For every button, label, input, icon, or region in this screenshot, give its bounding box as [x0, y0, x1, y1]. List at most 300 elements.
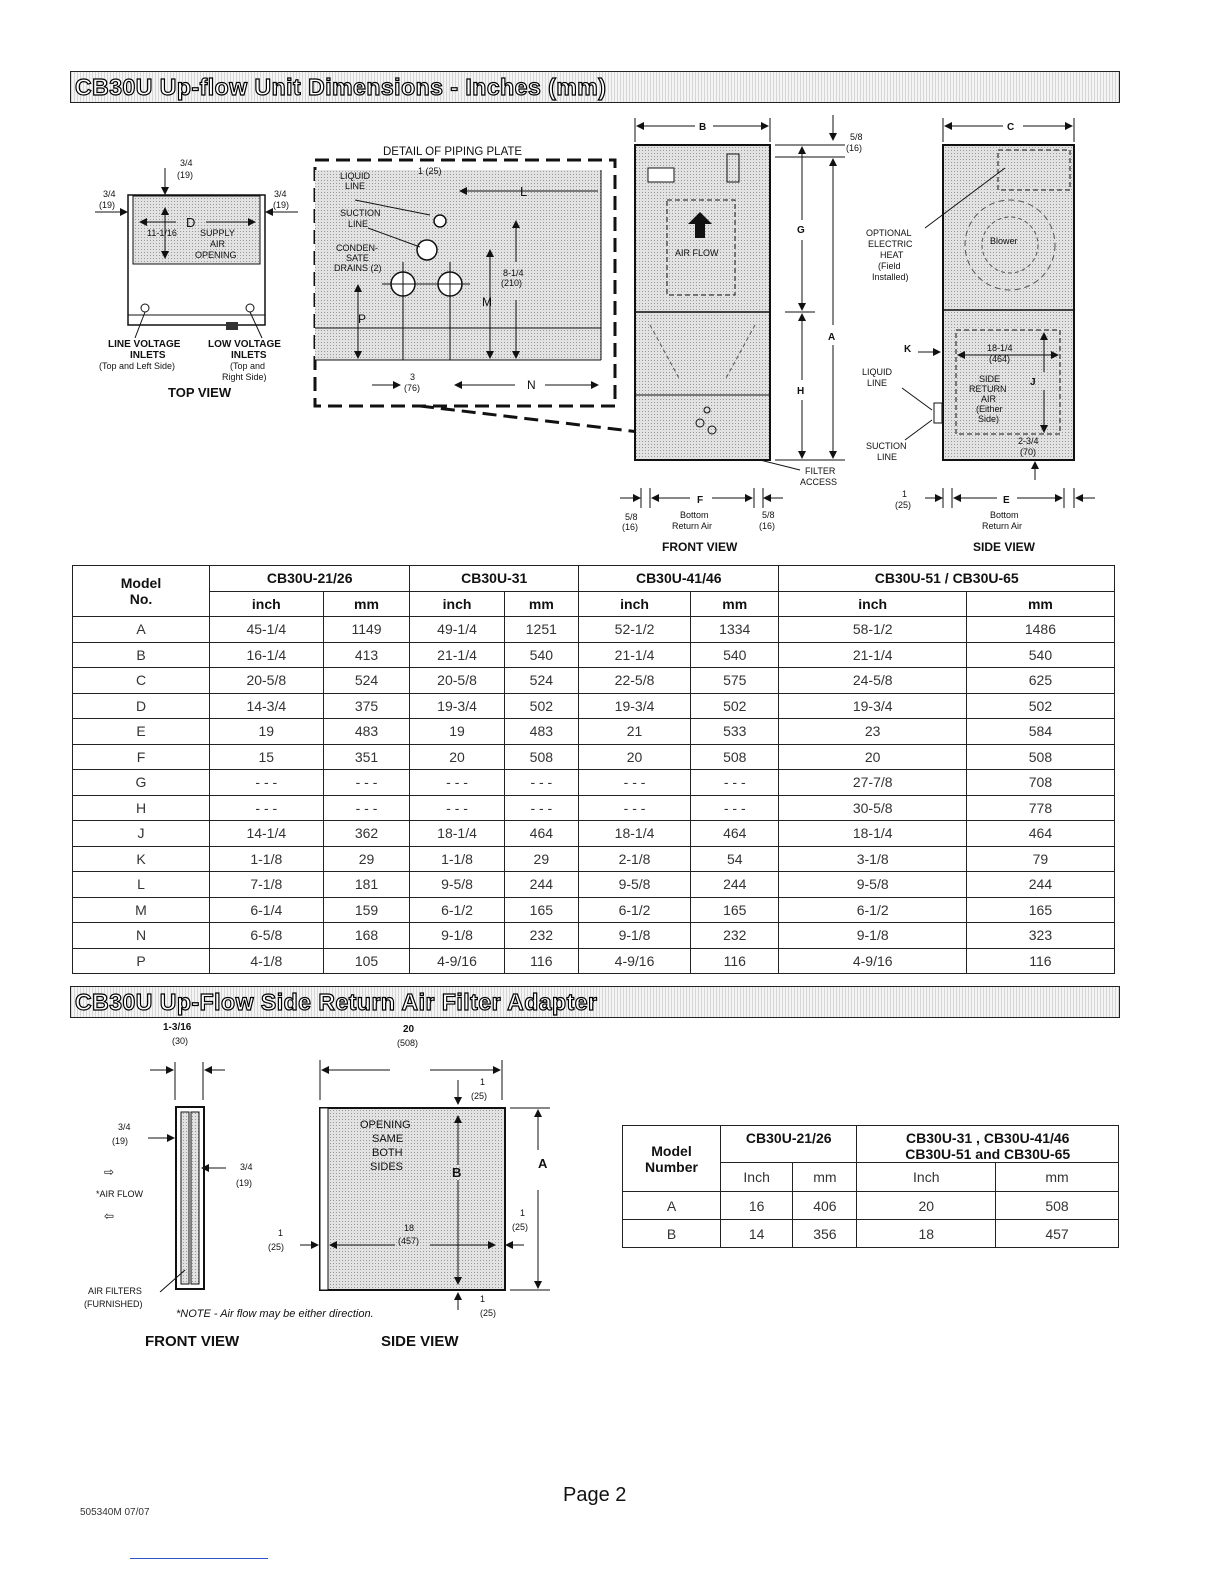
dim-label: 1 [278, 1228, 284, 1238]
dim-label: 1 [902, 489, 908, 499]
dim-label: 3/4 [240, 1162, 253, 1172]
table-cell: 19-3/4 [410, 693, 504, 719]
table-row [73, 617, 1115, 643]
table-cell: 181 [323, 872, 410, 898]
table-cell: 6-1/2 [410, 897, 504, 923]
dimensions-table-body [73, 617, 1115, 974]
table-cell: 19-3/4 [779, 693, 966, 719]
table-cell: 457 [996, 1220, 1119, 1248]
callout: CONDEN- [336, 243, 378, 253]
callout: LINE VOLTAGE [108, 339, 181, 350]
group-header: CB30U-41/46 [579, 566, 779, 592]
table-cell: 1-1/8 [210, 846, 324, 872]
unit-header: inch [410, 591, 504, 617]
row-label: A [623, 1192, 721, 1220]
dim-label: (19) [273, 200, 290, 210]
table-cell: 464 [691, 821, 779, 847]
callout: (FURNISHED) [84, 1299, 143, 1309]
table-cell: - - - [691, 795, 779, 821]
table-cell: 20-5/8 [410, 668, 504, 694]
callout: SAME [372, 1133, 404, 1145]
table-cell: 20 [857, 1192, 996, 1220]
table-cell: 14-1/4 [210, 821, 324, 847]
table-cell: 52-1/2 [579, 617, 691, 643]
dim-label: (457) [398, 1236, 420, 1246]
table-cell: 20 [410, 744, 504, 770]
unit-header: mm [793, 1163, 857, 1192]
table-cell: - - - [504, 770, 578, 796]
unit-header: inch [210, 591, 324, 617]
table-row [73, 642, 1115, 668]
callout: SUCTION [866, 441, 907, 451]
callout: LINE [867, 378, 888, 388]
table-cell: 9-5/8 [410, 872, 504, 898]
table-row [73, 846, 1115, 872]
row-label: P [73, 948, 210, 974]
table-cell: 244 [504, 872, 578, 898]
model-header: Model Number [623, 1126, 721, 1192]
table-cell: 4-9/16 [779, 948, 966, 974]
section-banner-filter-adapter [70, 986, 1120, 1018]
dim-label: (19) [177, 170, 194, 180]
table-cell: 508 [691, 744, 779, 770]
callout: HEAT [880, 250, 904, 260]
table-cell: 16 [721, 1192, 793, 1220]
table-cell: 9-1/8 [410, 923, 504, 949]
dim-label: (16) [622, 522, 639, 532]
unit-header: inch [779, 591, 966, 617]
dim-label: (25) [268, 1242, 285, 1252]
group-header: CB30U-51 / CB30U-65 [779, 566, 1115, 592]
detail-title: DETAIL OF PIPING PLATE [383, 146, 523, 158]
dim-label-h: H [797, 386, 805, 397]
callout: LIQUID [862, 367, 893, 377]
table-row [73, 821, 1115, 847]
unit-dimension-drawings [0, 105, 1224, 565]
unit-header: mm [504, 591, 578, 617]
model-header: Model No. [73, 566, 210, 617]
table-cell: 79 [966, 846, 1114, 872]
table-cell: 116 [504, 948, 578, 974]
table-cell: 18 [857, 1220, 996, 1248]
table-cell: 4-1/8 [210, 948, 324, 974]
dim-label-m: M [482, 295, 492, 309]
table-cell: 232 [504, 923, 578, 949]
dimensions-table [72, 565, 1115, 974]
table-cell: - - - [210, 770, 324, 796]
table-cell: 24-5/8 [779, 668, 966, 694]
callout: Bottom [990, 510, 1019, 520]
table-cell: 116 [966, 948, 1114, 974]
table-cell: 3-1/8 [779, 846, 966, 872]
callout: INLETS [231, 350, 267, 361]
dim-label-l: L [520, 184, 528, 199]
dim-label: 1 (25) [418, 166, 442, 176]
group-header: CB30U-31 , CB30U-41/46 CB30U-51 and CB30U-65 [857, 1126, 1119, 1163]
row-label: J [73, 821, 210, 847]
table-cell: 23 [779, 719, 966, 745]
table-row [73, 897, 1115, 923]
callout: OPENING [195, 250, 237, 260]
table-cell: 168 [323, 923, 410, 949]
callout: FILTER [805, 466, 836, 476]
table-cell: 524 [323, 668, 410, 694]
table-cell: 356 [793, 1220, 857, 1248]
table-cell: 406 [793, 1192, 857, 1220]
dim-label: 3/4 [180, 158, 193, 168]
row-label: E [73, 719, 210, 745]
dim-label-e: E [1003, 495, 1010, 506]
table-cell: 30-5/8 [779, 795, 966, 821]
table-cell: 351 [323, 744, 410, 770]
adapter-table-body [623, 1192, 1119, 1248]
unit-header: mm [996, 1163, 1119, 1192]
callout: Return Air [672, 521, 713, 531]
table-cell: 362 [323, 821, 410, 847]
table-cell: 1149 [323, 617, 410, 643]
callout: SUPPLY [200, 228, 235, 238]
table-cell: 1-1/8 [410, 846, 504, 872]
table-cell: 29 [323, 846, 410, 872]
callout: LIQUID [340, 171, 371, 181]
table-cell: 524 [504, 668, 578, 694]
callout: Side) [978, 414, 1000, 424]
dim-label-p: P [358, 312, 367, 326]
table-cell: 58-1/2 [779, 617, 966, 643]
table-cell: 14 [721, 1220, 793, 1248]
table-cell: 27-7/8 [779, 770, 966, 796]
divider [130, 1558, 268, 1559]
row-label: N [73, 923, 210, 949]
table-cell: 159 [323, 897, 410, 923]
table-cell: 6-1/2 [579, 897, 691, 923]
dim-label: (25) [512, 1222, 529, 1232]
adapter-table [622, 1125, 1119, 1248]
dim-label: 3/4 [118, 1122, 131, 1132]
table-cell: 778 [966, 795, 1114, 821]
table-row [73, 770, 1115, 796]
table-cell: 483 [323, 719, 410, 745]
table-cell: 165 [504, 897, 578, 923]
dim-label-b: B [699, 122, 707, 133]
unit-header: mm [691, 591, 779, 617]
section-title: CB30U Up-Flow Side Return Air Filter Adapter [75, 989, 598, 1015]
table-row [73, 744, 1115, 770]
table-cell: 19 [410, 719, 504, 745]
callout: LINE [345, 181, 366, 191]
table-cell: 6-5/8 [210, 923, 324, 949]
table-cell: - - - [579, 770, 691, 796]
table-row [73, 948, 1115, 974]
table-cell: 540 [966, 642, 1114, 668]
table-cell: 244 [966, 872, 1114, 898]
table-row [73, 668, 1115, 694]
table-cell: 508 [504, 744, 578, 770]
table-cell: 165 [966, 897, 1114, 923]
unit-header: inch [579, 591, 691, 617]
callout: Return Air [982, 521, 1023, 531]
group-header: CB30U-31 [410, 566, 579, 592]
callout: ACCESS [800, 477, 838, 487]
table-cell: 18-1/4 [579, 821, 691, 847]
row-label: B [623, 1220, 721, 1248]
dim-label: (16) [846, 143, 863, 153]
callout: Installed) [872, 272, 909, 282]
callout: RETURN [969, 384, 1007, 394]
callout: INLETS [130, 350, 166, 361]
dim-label-a: A [538, 1156, 548, 1171]
dim-label: (464) [989, 354, 1011, 364]
table-row [73, 719, 1115, 745]
airflow-note: *NOTE - Air flow may be either direction. [176, 1308, 374, 1320]
table-cell: 375 [323, 693, 410, 719]
section-title: CB30U Up-flow Unit Dimensions - Inches (mm) [75, 74, 607, 100]
table-cell: 20 [779, 744, 966, 770]
table-cell: 18-1/4 [779, 821, 966, 847]
table-row [73, 693, 1115, 719]
table-cell: - - - [691, 770, 779, 796]
callout: (Top and [230, 361, 266, 371]
airflow-label: AIR FLOW [675, 248, 719, 258]
table-cell: 7-1/8 [210, 872, 324, 898]
top-view-caption: TOP VIEW [168, 385, 232, 400]
table-cell: 1251 [504, 617, 578, 643]
callout: BOTH [372, 1147, 403, 1159]
table-cell: 16-1/4 [210, 642, 324, 668]
dim-label: (70) [1020, 447, 1037, 457]
row-label: G [73, 770, 210, 796]
row-label: C [73, 668, 210, 694]
group-header: CB30U-21/26 [721, 1126, 857, 1163]
table-cell: 19 [210, 719, 324, 745]
table-cell: 49-1/4 [410, 617, 504, 643]
dim-label: (508) [397, 1038, 419, 1048]
dim-label: 3 [410, 372, 416, 382]
table-cell: 502 [691, 693, 779, 719]
dim-label-g: G [797, 225, 805, 236]
unit-header: Inch [721, 1163, 793, 1192]
table-cell: - - - [323, 795, 410, 821]
table-cell: 540 [504, 642, 578, 668]
table-cell: 413 [323, 642, 410, 668]
dim-label: 3/4 [274, 189, 287, 199]
table-cell: 21-1/4 [779, 642, 966, 668]
table-cell: 15 [210, 744, 324, 770]
table-cell: 29 [504, 846, 578, 872]
table-cell: 19-3/4 [579, 693, 691, 719]
dim-label: 1 [520, 1208, 526, 1218]
section-banner-dimensions [70, 71, 1120, 103]
front-view [620, 115, 863, 554]
table-cell: 9-5/8 [579, 872, 691, 898]
table-cell: 14-3/4 [210, 693, 324, 719]
table-cell: 502 [966, 693, 1114, 719]
unit-header: Inch [857, 1163, 996, 1192]
table-cell: 464 [966, 821, 1114, 847]
table-cell: - - - [504, 795, 578, 821]
row-label: B [73, 642, 210, 668]
row-label: H [73, 795, 210, 821]
dim-label: 5/8 [762, 510, 775, 520]
dim-label: 1 [480, 1294, 486, 1304]
table-cell: 9-1/8 [579, 923, 691, 949]
adapter-front-caption: FRONT VIEW [145, 1333, 240, 1350]
dim-label: (76) [404, 383, 421, 393]
callout: Right Side) [222, 372, 267, 382]
table-cell: 1486 [966, 617, 1114, 643]
front-view-caption: FRONT VIEW [662, 540, 738, 554]
table-cell: - - - [579, 795, 691, 821]
table-cell: 9-5/8 [779, 872, 966, 898]
dim-label: 5/8 [625, 512, 638, 522]
callout: SUCTION [340, 208, 381, 218]
side-view [862, 118, 1095, 554]
table-cell: 9-1/8 [779, 923, 966, 949]
table-cell: - - - [410, 770, 504, 796]
table-cell: - - - [410, 795, 504, 821]
table-row [73, 795, 1115, 821]
dim-label: 3/4 [103, 189, 116, 199]
table-cell: 2-1/8 [579, 846, 691, 872]
table-cell: 508 [996, 1192, 1119, 1220]
callout: LINE [877, 452, 898, 462]
table-cell: 508 [966, 744, 1114, 770]
table-cell: - - - [323, 770, 410, 796]
dim-label-f: F [697, 495, 704, 506]
callout: (Top and Left Side) [99, 361, 176, 371]
airflow-label: *AIR FLOW [96, 1189, 144, 1199]
callout: SIDE [979, 374, 1001, 384]
table-cell: - - - [210, 795, 324, 821]
page-number: Page 2 [563, 1484, 627, 1506]
callout: LOW VOLTAGE [208, 339, 281, 350]
dim-label: 18 [404, 1223, 415, 1233]
table-cell: 6-1/4 [210, 897, 324, 923]
dim-label: (30) [172, 1036, 189, 1046]
dim-label-k: K [904, 344, 912, 355]
table-row [73, 872, 1115, 898]
table-row [73, 923, 1115, 949]
table-cell: 625 [966, 668, 1114, 694]
table-cell: 21-1/4 [410, 642, 504, 668]
dim-label-n: N [527, 378, 536, 392]
callout: (Either [976, 404, 1003, 414]
blower-label: Blower [990, 236, 1018, 246]
piping-plate-detail [315, 146, 690, 438]
table-cell: 232 [691, 923, 779, 949]
dim-label: (25) [895, 500, 912, 510]
table-cell: 45-1/4 [210, 617, 324, 643]
table-cell: 20 [579, 744, 691, 770]
dim-label: (25) [471, 1091, 488, 1101]
table-cell: 4-9/16 [579, 948, 691, 974]
dim-label: 1-3/16 [163, 1022, 192, 1033]
row-label: F [73, 744, 210, 770]
row-label: A [73, 617, 210, 643]
top-view [95, 158, 298, 400]
callout: DRAINS (2) [334, 263, 382, 273]
dim-label: (19) [99, 200, 116, 210]
dim-label-b: B [452, 1165, 462, 1180]
dim-label: 11-1/16 [147, 228, 177, 238]
table-cell: 105 [323, 948, 410, 974]
table-cell: 464 [504, 821, 578, 847]
unit-header: mm [323, 591, 410, 617]
dim-label: 1 [480, 1077, 486, 1087]
dim-label: 18-1/4 [987, 343, 1013, 353]
adapter-side-view [176, 1024, 550, 1350]
dim-label: (25) [480, 1308, 497, 1318]
callout: OPTIONAL [866, 228, 912, 238]
dim-label: (210) [501, 278, 523, 288]
dim-label: 2-3/4 [1018, 436, 1039, 446]
table-cell: 116 [691, 948, 779, 974]
table-cell: 244 [691, 872, 779, 898]
table-cell: 483 [504, 719, 578, 745]
table-cell: 575 [691, 668, 779, 694]
callout: SIDES [370, 1161, 404, 1173]
document-number: 505340M 07/07 [80, 1507, 150, 1518]
table-cell: 6-1/2 [779, 897, 966, 923]
table-cell: 21 [579, 719, 691, 745]
table-row [623, 1192, 1119, 1220]
callout: LINE [348, 219, 369, 229]
table-cell: 502 [504, 693, 578, 719]
table-row [623, 1220, 1119, 1248]
table-cell: 165 [691, 897, 779, 923]
table-cell: 540 [691, 642, 779, 668]
table-cell: 708 [966, 770, 1114, 796]
table-cell: 54 [691, 846, 779, 872]
side-view-caption: SIDE VIEW [973, 540, 1036, 554]
table-cell: 323 [966, 923, 1114, 949]
callout: SATE [346, 253, 369, 263]
table-cell: 20-5/8 [210, 668, 324, 694]
dim-label-j: J [1030, 377, 1036, 388]
dim-label: 5/8 [850, 132, 863, 142]
table-cell: 584 [966, 719, 1114, 745]
dim-label: 8-1/4 [503, 268, 524, 278]
table-cell: 4-9/16 [410, 948, 504, 974]
callout: AIR FILTERS [88, 1286, 142, 1296]
callout: (Field [878, 261, 901, 271]
unit-header: mm [966, 591, 1114, 617]
row-label: D [73, 693, 210, 719]
row-label: M [73, 897, 210, 923]
dim-label: (16) [759, 521, 776, 531]
callout: AIR [981, 394, 997, 404]
adapter-side-caption: SIDE VIEW [381, 1333, 459, 1350]
group-header: CB30U-21/26 [210, 566, 410, 592]
callout: ELECTRIC [868, 239, 913, 249]
callout: OPENING [360, 1119, 411, 1131]
callout: AIR [210, 239, 226, 249]
dim-label: (19) [112, 1136, 129, 1146]
airflow-arrow-icon: ⇨ [104, 1165, 115, 1179]
dim-label: (19) [236, 1178, 253, 1188]
filter-adapter-drawings [60, 1015, 620, 1355]
table-cell: 22-5/8 [579, 668, 691, 694]
row-label: K [73, 846, 210, 872]
dim-label-a: A [828, 332, 836, 343]
table-cell: 18-1/4 [410, 821, 504, 847]
callout: Bottom [680, 510, 709, 520]
adapter-front-view [84, 1022, 253, 1350]
dim-label: 20 [403, 1024, 415, 1035]
dim-label-d: D [186, 215, 196, 230]
row-label: L [73, 872, 210, 898]
table-cell: 21-1/4 [579, 642, 691, 668]
